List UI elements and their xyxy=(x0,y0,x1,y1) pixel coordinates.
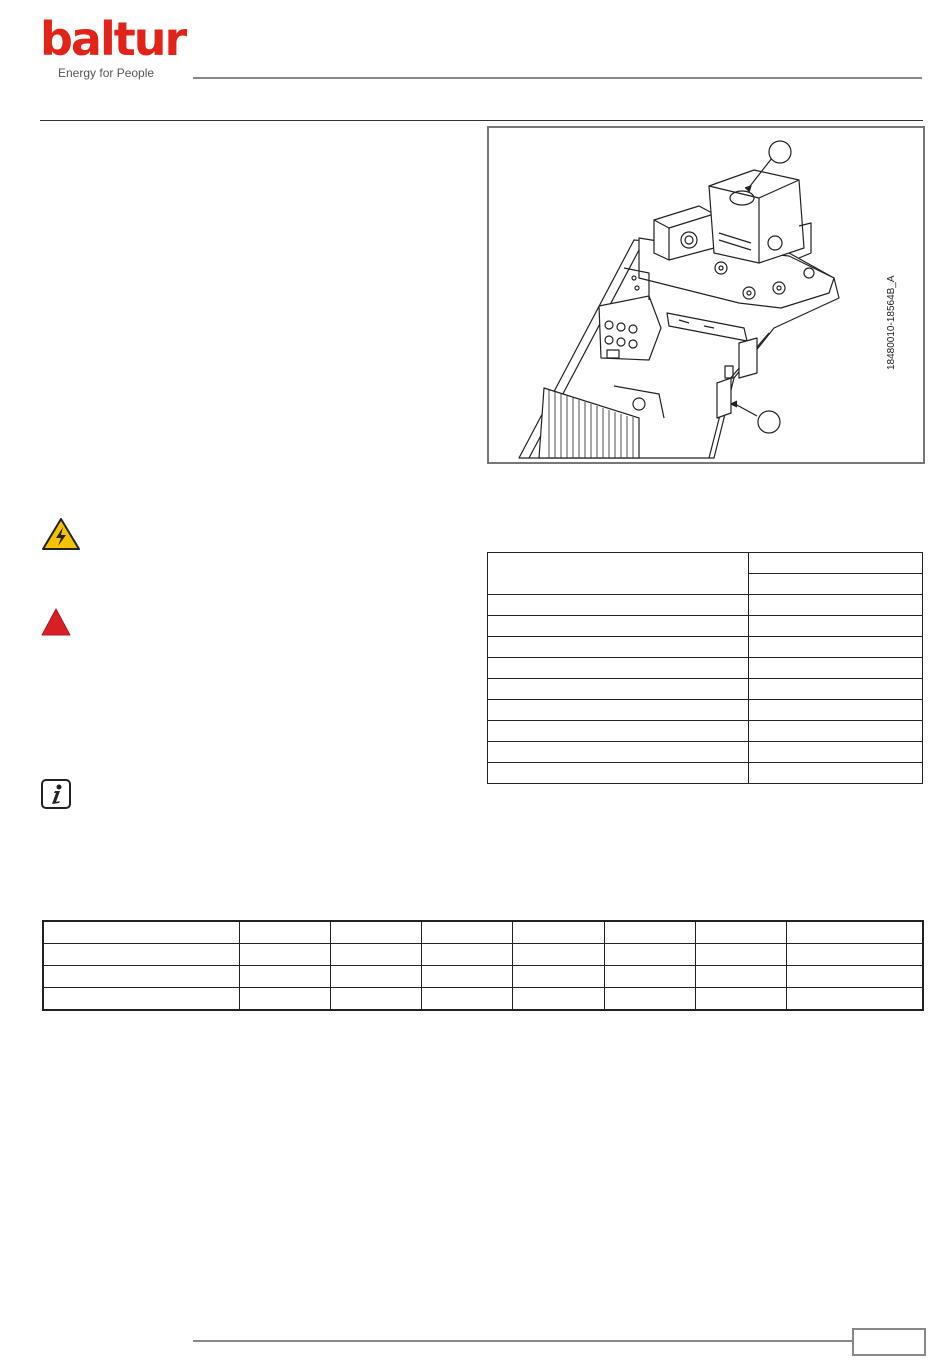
table-cell xyxy=(240,944,331,966)
data-table xyxy=(42,920,924,1011)
table-cell xyxy=(749,595,923,616)
table-row xyxy=(488,700,923,721)
table-cell xyxy=(749,574,923,595)
table-cell xyxy=(604,921,695,944)
table-cell xyxy=(695,944,786,966)
table-row xyxy=(488,658,923,679)
table-row xyxy=(488,595,923,616)
header-divider xyxy=(193,77,922,79)
table-cell xyxy=(422,988,513,1011)
table-row xyxy=(488,679,923,700)
table-row xyxy=(43,988,923,1011)
table-cell xyxy=(604,988,695,1011)
section-divider xyxy=(40,120,923,121)
table-cell xyxy=(786,966,923,988)
table-cell xyxy=(488,700,749,721)
table-cell xyxy=(240,921,331,944)
table-cell xyxy=(513,966,604,988)
footer-divider xyxy=(193,1340,853,1342)
figure-code: 18480010-18564B_A xyxy=(886,275,897,370)
table-row xyxy=(43,921,923,944)
table-row xyxy=(488,742,923,763)
table-cell xyxy=(749,679,923,700)
table-cell xyxy=(786,988,923,1011)
specification-table xyxy=(487,552,923,784)
table-cell xyxy=(749,742,923,763)
table-row xyxy=(488,763,923,784)
table-row xyxy=(43,966,923,988)
table-cell xyxy=(422,921,513,944)
table-cell xyxy=(749,553,923,574)
table-cell xyxy=(43,966,240,988)
table-cell xyxy=(786,921,923,944)
table-cell xyxy=(331,966,422,988)
table-cell xyxy=(43,944,240,966)
table-cell xyxy=(695,966,786,988)
table-row xyxy=(488,637,923,658)
table-cell xyxy=(240,988,331,1011)
table-cell xyxy=(488,742,749,763)
table-cell xyxy=(604,944,695,966)
table-cell xyxy=(488,595,749,616)
table-row xyxy=(488,553,923,574)
table-cell xyxy=(422,944,513,966)
table-cell xyxy=(513,944,604,966)
table-cell xyxy=(240,966,331,988)
table-cell xyxy=(749,637,923,658)
brand-logo: baltur xyxy=(40,12,186,66)
table-row xyxy=(43,944,923,966)
table-cell xyxy=(43,921,240,944)
table-cell xyxy=(488,616,749,637)
table-cell xyxy=(488,658,749,679)
table-row xyxy=(488,721,923,742)
table-cell xyxy=(786,944,923,966)
page-number-box xyxy=(852,1328,926,1356)
table-cell xyxy=(749,658,923,679)
table-cell xyxy=(331,921,422,944)
table-row xyxy=(488,616,923,637)
control-box-illustration xyxy=(489,128,923,462)
table-cell xyxy=(513,988,604,1011)
table-cell xyxy=(749,616,923,637)
table-cell xyxy=(749,721,923,742)
table-cell xyxy=(513,921,604,944)
table-cell xyxy=(749,763,923,784)
table-cell xyxy=(488,721,749,742)
info-icon xyxy=(41,779,71,809)
table-cell xyxy=(488,553,749,595)
table-cell xyxy=(43,988,240,1011)
technical-drawing xyxy=(487,126,925,464)
table-cell xyxy=(422,966,513,988)
electric-hazard-icon xyxy=(41,517,81,551)
table-cell xyxy=(749,700,923,721)
danger-triangle-icon xyxy=(41,608,71,636)
table-cell xyxy=(695,921,786,944)
table-cell xyxy=(331,988,422,1011)
table-cell xyxy=(488,679,749,700)
table-cell xyxy=(695,988,786,1011)
callout-circle-1 xyxy=(769,141,791,163)
table-cell xyxy=(331,944,422,966)
table-cell xyxy=(488,637,749,658)
table-cell xyxy=(604,966,695,988)
table-cell xyxy=(488,763,749,784)
callout-circle-2 xyxy=(758,411,780,433)
brand-tagline: Energy for People xyxy=(58,66,155,80)
